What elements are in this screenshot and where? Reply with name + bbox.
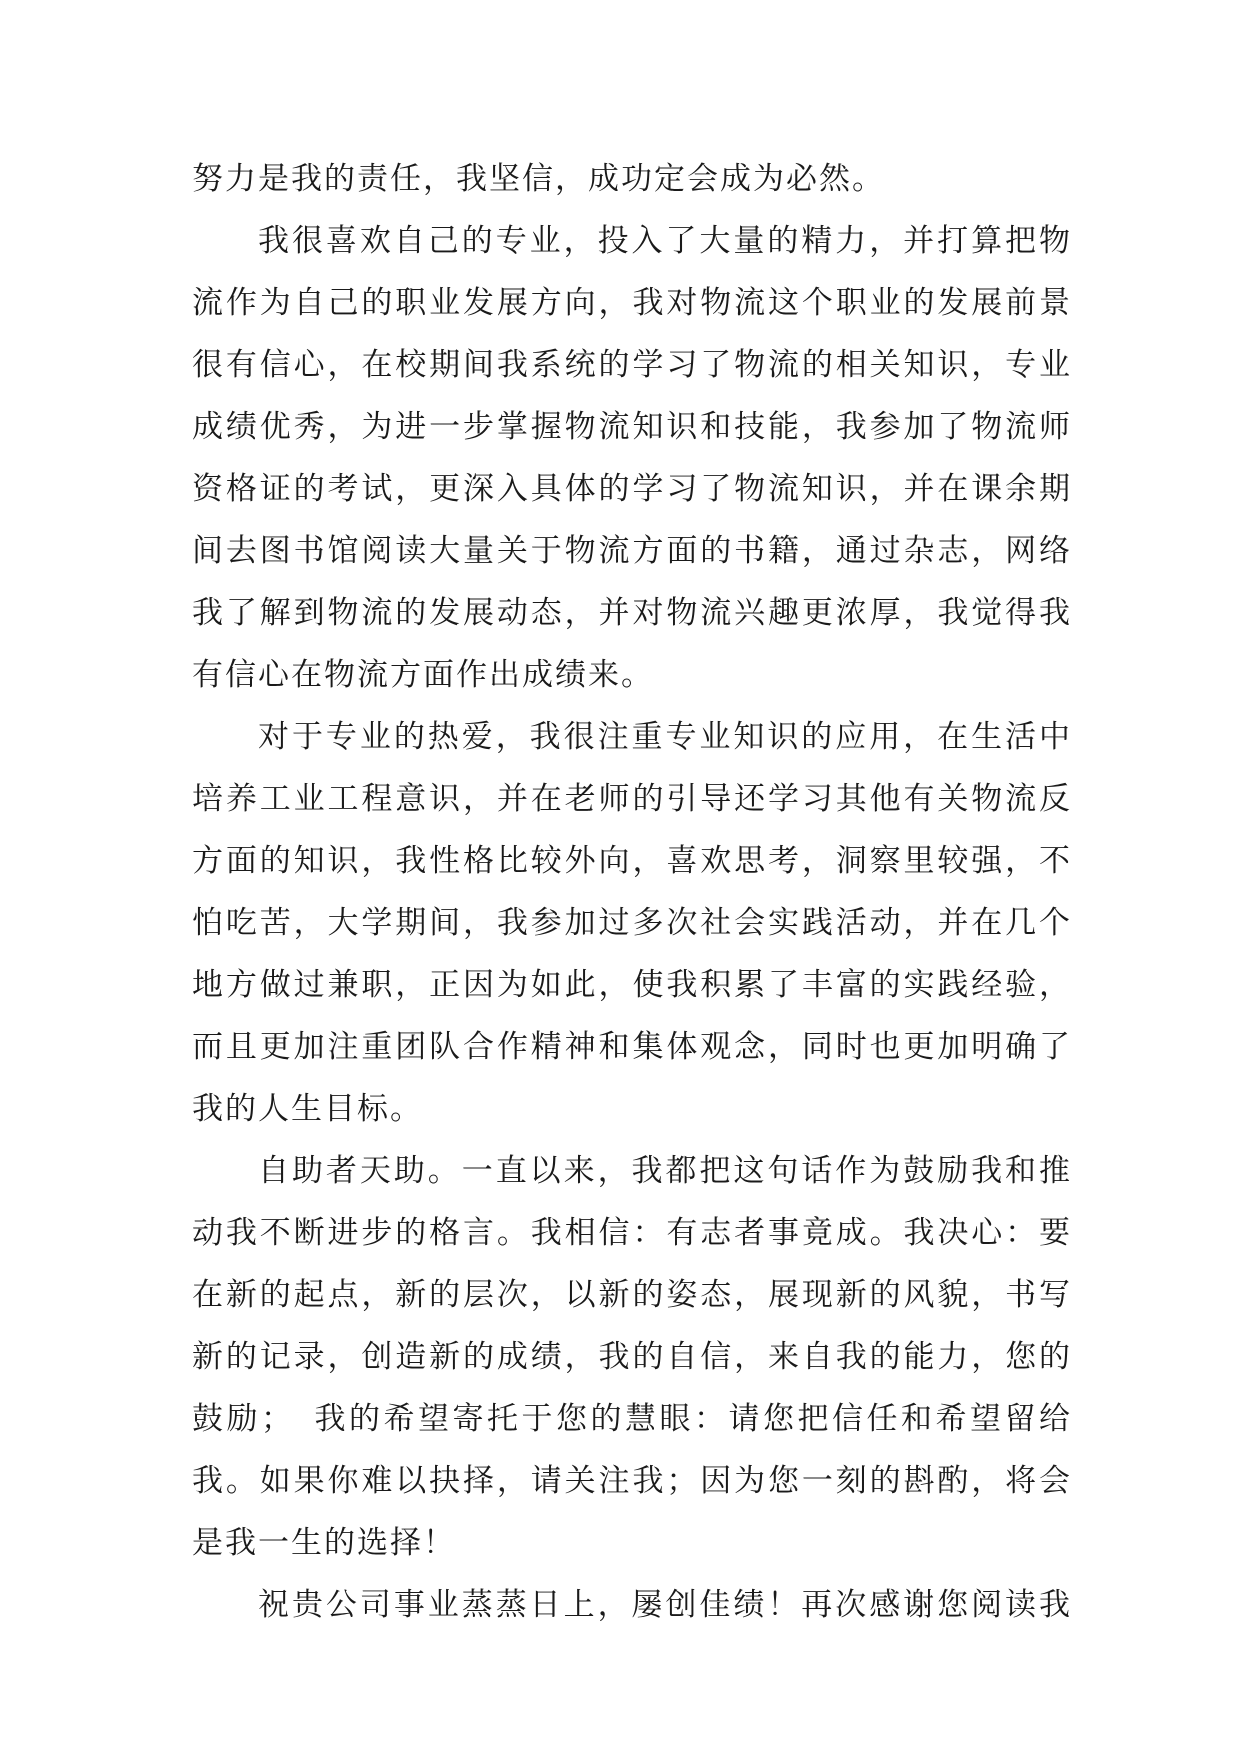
text-line: 祝贵公司事业蒸蒸日上，屡创佳绩！再次感谢您阅读我 <box>258 1587 1072 1623</box>
text-line: 新的记录，创造新的成绩，我的自信，来自我的能力，您的 <box>192 1339 1072 1375</box>
document-body <box>192 148 1072 1636</box>
text-line: 地方做过兼职，正因为如此，使我积累了丰富的实践经验， <box>192 967 1072 1003</box>
text-line: 我的人生目标。 <box>192 1091 423 1127</box>
text-line: 鼓励； 我的希望寄托于您的慧眼：请您把信任和希望留给 <box>192 1401 1072 1437</box>
text-line: 我了解到物流的发展动态，并对物流兴趣更浓厚，我觉得我 <box>192 595 1072 631</box>
text-line: 对于专业的热爱，我很注重专业知识的应用，在生活中 <box>258 719 1072 755</box>
text-line: 怕吃苦，大学期间，我参加过多次社会实践活动，并在几个 <box>192 905 1072 941</box>
text-line: 努力是我的责任，我坚信，成功定会成为必然。 <box>192 161 885 197</box>
text-line: 我很喜欢自己的专业，投入了大量的精力，并打算把物 <box>258 223 1072 259</box>
text-line: 有信心在物流方面作出成绩来。 <box>192 657 654 693</box>
text-line: 成绩优秀，为进一步掌握物流知识和技能，我参加了物流师 <box>192 409 1072 445</box>
text-line: 培养工业工程意识，并在老师的引导还学习其他有关物流反 <box>192 781 1072 817</box>
text-line: 是我一生的选择！ <box>192 1525 456 1561</box>
text-line: 我。如果你难以抉择，请关注我；因为您一刻的斟酌，将会 <box>192 1463 1072 1499</box>
text-line: 动我不断进步的格言。我相信：有志者事竟成。我决心：要 <box>192 1215 1072 1251</box>
text-line: 自助者天助。一直以来，我都把这句话作为鼓励我和推 <box>258 1153 1072 1189</box>
text-line: 而且更加注重团队合作精神和集体观念，同时也更加明确了 <box>192 1029 1072 1065</box>
text-line: 在新的起点，新的层次，以新的姿态，展现新的风貌，书写 <box>192 1277 1072 1313</box>
text-line: 方面的知识，我性格比较外向，喜欢思考，洞察里较强，不 <box>192 843 1072 879</box>
text-line: 间去图书馆阅读大量关于物流方面的书籍，通过杂志，网络 <box>192 533 1072 569</box>
text-line: 很有信心，在校期间我系统的学习了物流的相关知识，专业 <box>192 347 1072 383</box>
text-line: 资格证的考试，更深入具体的学习了物流知识，并在课余期 <box>192 471 1072 507</box>
text-line: 流作为自己的职业发展方向，我对物流这个职业的发展前景 <box>192 285 1072 321</box>
